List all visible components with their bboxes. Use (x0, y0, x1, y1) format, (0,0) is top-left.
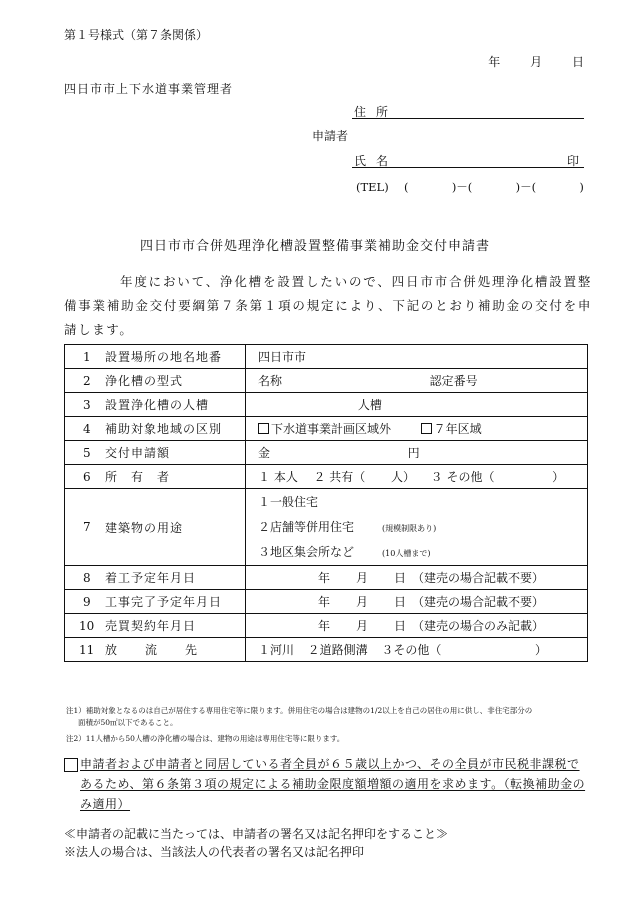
table-row (65, 417, 588, 441)
table-row (65, 393, 588, 417)
building-use-value[interactable] (246, 489, 588, 566)
amount-prefix: 金 (258, 446, 271, 460)
row-number: 9 (65, 590, 98, 614)
address-underline (352, 118, 584, 119)
owner-value[interactable] (246, 465, 588, 489)
form-number: 第１号様式（第７条関係） (64, 28, 209, 42)
date-day-label: 日 (571, 55, 584, 69)
use-option-3 (258, 540, 579, 565)
row-number: 10 (65, 614, 98, 638)
tel-label: (TEL) (356, 180, 389, 194)
row-label: 設置場所の地名地番 (97, 345, 246, 369)
intro-text: 年度において、浄化槽を設置したいので、四日市市合併処理浄化槽設置整備事業補助金交付要綱第７条第１項の規定により、下記のとおり補助金の交付を申請します。 (64, 274, 592, 337)
date-year: 年 (318, 619, 331, 633)
date-month-label: 月 (530, 55, 543, 69)
row-number: 3 (65, 393, 98, 417)
location-prefix: 四日市市 (258, 350, 307, 364)
tel-close: ) (579, 180, 584, 194)
date-month: 月 (356, 571, 369, 585)
name-underline (352, 167, 584, 168)
row-number: 7 (65, 489, 98, 566)
footer-line-2: ※法人の場合は、当該法人の代表者の署名又は記名押印 (64, 845, 365, 859)
tank-model-value[interactable] (246, 369, 588, 393)
row-number: 5 (65, 441, 98, 465)
row-label: 建築物の用途 (97, 489, 246, 566)
document-title: 四日市市合併処理浄化槽設置整備事業補助金交付申請書 (139, 239, 490, 254)
table-row (65, 345, 588, 369)
table-row (65, 566, 588, 590)
use-option-1: １一般住宅 (258, 494, 319, 509)
row-number: 2 (65, 369, 98, 393)
area-option-2-label: ７年区域 (433, 422, 482, 436)
table-row (65, 465, 588, 489)
discharge-option-2: ２道路側溝 (307, 643, 368, 657)
date-year: 年 (318, 595, 331, 609)
discharge-option-3: ３その他（ (381, 643, 442, 657)
addressee: 四日市市上下水道事業管理者 (64, 82, 234, 96)
row-label: 交付申請額 (97, 441, 246, 465)
row-label: 補助対象地域の区別 (97, 417, 246, 441)
label-char: 者 (157, 470, 171, 484)
area-option-1-label: 下水道事業計画区域外 (271, 422, 392, 436)
table-row (65, 638, 588, 662)
tel-open: ( (404, 180, 409, 194)
elderly-exemption-notice: 申請者および申請者と同居している者全員が６５歳以上かつ、その全員が市民税非課税であるため、第６条第３項の規定による補助金限度額増額の適用を求めます。（転換補助金のみ適用） (80, 757, 586, 811)
label-char: 所 (105, 470, 119, 484)
row-number: 8 (65, 566, 98, 590)
owner-option-2-close: 人） (390, 470, 415, 484)
owner-option-3-close: ） (552, 470, 565, 484)
application-table (64, 344, 588, 662)
cert-number-label: 認定番号 (429, 374, 478, 388)
area-option-1-checkbox[interactable] (258, 423, 269, 434)
amount-unit: 円 (407, 446, 420, 460)
discharge-option-1: １河川 (258, 643, 295, 657)
row-label: 浄化槽の型式 (97, 369, 246, 393)
use-option-2-label: ２店舗等併用住宅 (258, 519, 355, 534)
note-2: 注2）11人槽から50人槽の浄化槽の場合は、建物の用途は専用住宅等に限ります。 (66, 734, 345, 743)
row-number: 6 (65, 465, 98, 489)
date-year-label: 年 (488, 55, 501, 69)
capacity-unit: 人槽 (357, 398, 382, 412)
date-month: 月 (356, 595, 369, 609)
row-label: 設置浄化槽の人槽 (97, 393, 246, 417)
date-year: 年 (318, 571, 331, 585)
contract-date-value[interactable] (246, 614, 588, 638)
table-row (65, 441, 588, 465)
use-option-3-label: ３地区集会所など (258, 544, 355, 559)
note-1a: 注1）補助対象となるのは自己が居住する専用住宅等に限ります。併用住宅の場合は建物の1/2以上を自己の居住の用に供し、非住宅部分の (66, 706, 533, 715)
row-number: 4 (65, 417, 98, 441)
date-line (488, 53, 584, 70)
date-day: 日 (394, 571, 407, 585)
date-note: （建売の場合記載不要） (412, 571, 545, 585)
row-label: 工事完了予定年月日 (97, 590, 246, 614)
applicant-heading: 申請者 (312, 129, 349, 143)
use-option-2 (258, 515, 579, 540)
name-label: 氏名 (354, 154, 399, 168)
discharge-value[interactable] (246, 638, 588, 662)
label-char: 有 (131, 470, 145, 484)
date-month: 月 (356, 619, 369, 633)
owner-option-3: ３ その他（ (430, 470, 495, 484)
use-option-2-note: (規模制限あり) (382, 523, 437, 533)
date-note: （建売の場合のみ記載） (412, 619, 545, 633)
row-label (97, 638, 246, 662)
tel-sep-1: )－( (451, 180, 473, 194)
seal-mark: 印 (567, 154, 580, 168)
location-value[interactable] (246, 345, 588, 369)
completion-date-value[interactable] (246, 590, 588, 614)
date-day: 日 (394, 595, 407, 609)
table-row (65, 369, 588, 393)
amount-value[interactable] (246, 441, 588, 465)
row-label: 売買契約年月日 (97, 614, 246, 638)
date-day: 日 (394, 619, 407, 633)
table-row (65, 489, 588, 566)
owner-option-2: ２ 共有（ (313, 470, 366, 484)
model-name-label: 名称 (258, 374, 283, 388)
area-option-2-checkbox[interactable] (421, 423, 432, 434)
start-date-value[interactable] (246, 566, 588, 590)
row-label: 着工予定年月日 (97, 566, 246, 590)
use-option-3-note: (10人槽まで) (382, 548, 431, 558)
row-number: 11 (65, 638, 98, 662)
area-classification-value (246, 417, 588, 441)
intro-paragraph (64, 270, 592, 342)
footer-line-1: ≪申請者の記載に当たっては、申請者の署名又は記名押印をすること≫ (64, 827, 449, 841)
label-char: 流 (145, 643, 159, 657)
elderly-exemption-checkbox[interactable] (64, 758, 78, 772)
label-char: 放 (105, 643, 119, 657)
date-note: （建売の場合記載不要） (412, 595, 545, 609)
note-1b: 面積が50㎡以下であること。 (78, 718, 178, 727)
table-row (65, 590, 588, 614)
label-char: 先 (185, 643, 199, 657)
table-row (65, 614, 588, 638)
address-label: 住所 (354, 105, 399, 119)
tel-field[interactable] (356, 179, 584, 195)
row-label (97, 465, 246, 489)
owner-option-1: １ 本人 (258, 470, 298, 484)
row-number: 1 (65, 345, 98, 369)
discharge-option-3-close: ） (535, 643, 548, 657)
capacity-value[interactable] (246, 393, 588, 417)
tel-sep-2: )－( (515, 180, 537, 194)
